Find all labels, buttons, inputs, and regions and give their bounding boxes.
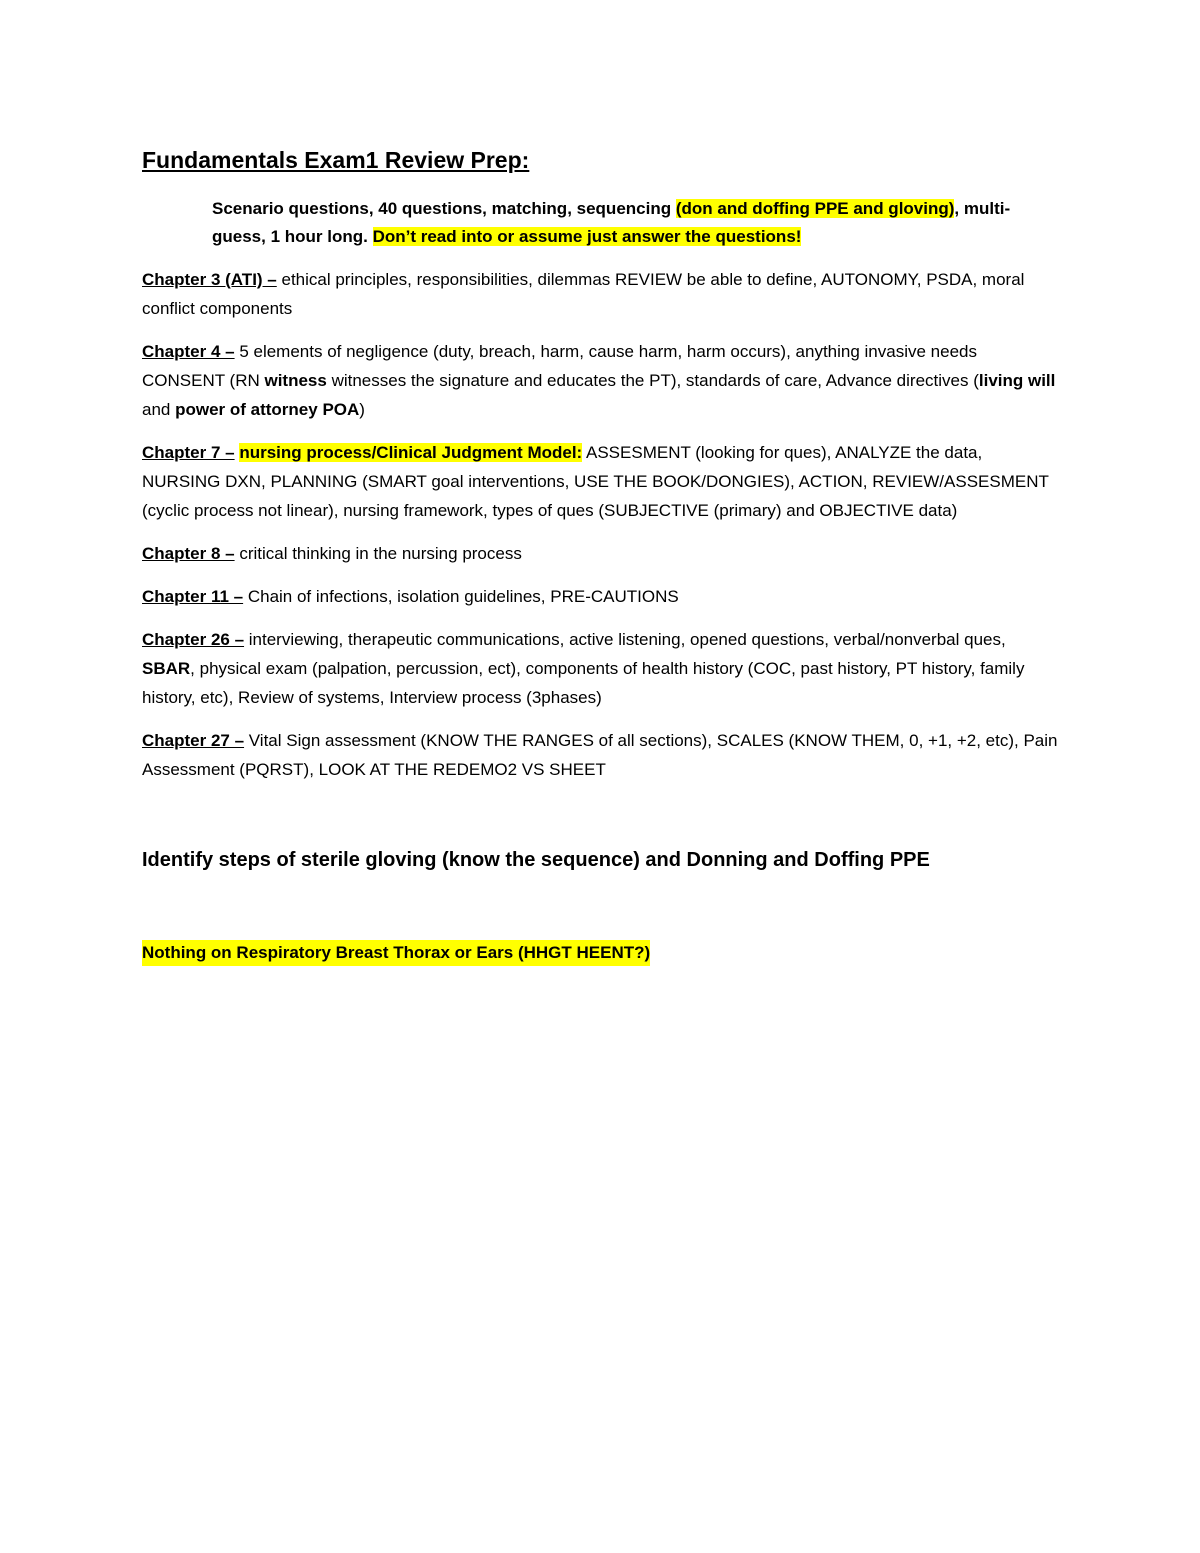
chapter-4-text-3: and <box>142 400 176 419</box>
chapter-11-label: Chapter 11 – <box>142 587 244 606</box>
chapter-11-text: Chain of infections, isolation guidelines, PRE-CAUTIONS <box>243 587 679 606</box>
chapter-27-text: Vital Sign assessment (KNOW THE RANGES of all sections), SCALES (KNOW THEM, 0, +1, +2, etc), Pain Assessment (PQRST), LOOK AT THE REDEMO2 VS SHEET <box>142 731 1058 779</box>
chapter-7-label: Chapter 7 – <box>142 443 235 462</box>
chapter-26-paragraph <box>142 625 1062 712</box>
chapter-8-text: critical thinking in the nursing process <box>234 544 522 563</box>
chapter-27-label: Chapter 27 – <box>142 731 245 750</box>
chapter-3-text: ethical principles, responsibilities, dilemmas REVIEW be able to define, AUTONOMY, PSDA, moral conflict components <box>142 270 1025 318</box>
chapter-4-bold-poa: power of attorney POA <box>175 400 360 419</box>
chapter-3-paragraph <box>142 265 1062 323</box>
chapter-26-label: Chapter 26 – <box>142 630 245 649</box>
chapter-4-text-4: ) <box>359 400 365 419</box>
chapter-7-text: ASSESMENT (looking for ques), ANALYZE the data, NURSING DXN, PLANNING (SMART goal interventions, USE THE BOOK/DONGIES), ACTION, REVIEW/ASSESMENT (cyclic process not linear), nursing framework, types of ques (SUBJECTIVE (primary) and OBJECTIVE data) <box>142 443 1049 520</box>
chapter-26-bold-sbar: SBAR <box>142 659 191 678</box>
chapter-4-paragraph <box>142 337 1062 424</box>
chapter-26-text-2: , physical exam (palpation, percussion, ect), components of health history (COC, past history, PT history, family history, etc), Review of systems, Interview process (3phases) <box>142 659 1025 707</box>
ppe-gloving-highlight: (don and doffing PPE and gloving) <box>675 199 955 218</box>
chapter-7-highlight: nursing process/Clinical Judgment Model: <box>239 443 583 462</box>
chapter-11-paragraph <box>142 582 1062 611</box>
chapter-4-text: 5 elements of negligence (duty, breach, harm, cause harm, harm occurs), anything invasive needs CONSENT (RN <box>142 342 977 390</box>
document-content <box>142 145 1062 966</box>
exclusion-note: Nothing on Respiratory Breast Thorax or Ears (HHGT HEENT?) <box>142 940 650 966</box>
chapter-4-text-2: witnesses the signature and educates the PT), standards of care, Advance directives ( <box>326 371 979 390</box>
chapter-27-paragraph <box>142 726 1062 784</box>
chapter-4-label: Chapter 4 – <box>142 342 235 361</box>
chapter-4-bold-witness: witness <box>264 371 327 390</box>
exam-format-text: Scenario questions, 40 questions, matching, sequencing <box>212 199 676 218</box>
document-title: Fundamentals Exam1 Review Prep: <box>142 147 530 173</box>
chapter-26-text: interviewing, therapeutic communications, active listening, opened questions, verbal/nonverbal ques, <box>244 630 1006 649</box>
chapter-7-paragraph <box>142 438 1062 525</box>
chapter-3-label: Chapter 3 (ATI) – <box>142 270 277 289</box>
chapter-8-label: Chapter 8 – <box>142 544 235 563</box>
sterile-gloving-heading: Identify steps of sterile gloving (know the sequence) and Donning and Doffing PPE <box>142 849 930 871</box>
exam-format-text-2: , multi-guess, 1 hour long. <box>212 199 1011 246</box>
chapter-4-bold-living-will: living will <box>978 371 1056 390</box>
chapter-8-paragraph <box>142 539 1062 568</box>
advice-highlight: Don’t read into or assume just answer the questions! <box>372 227 802 246</box>
exam-format-paragraph <box>212 195 1062 251</box>
